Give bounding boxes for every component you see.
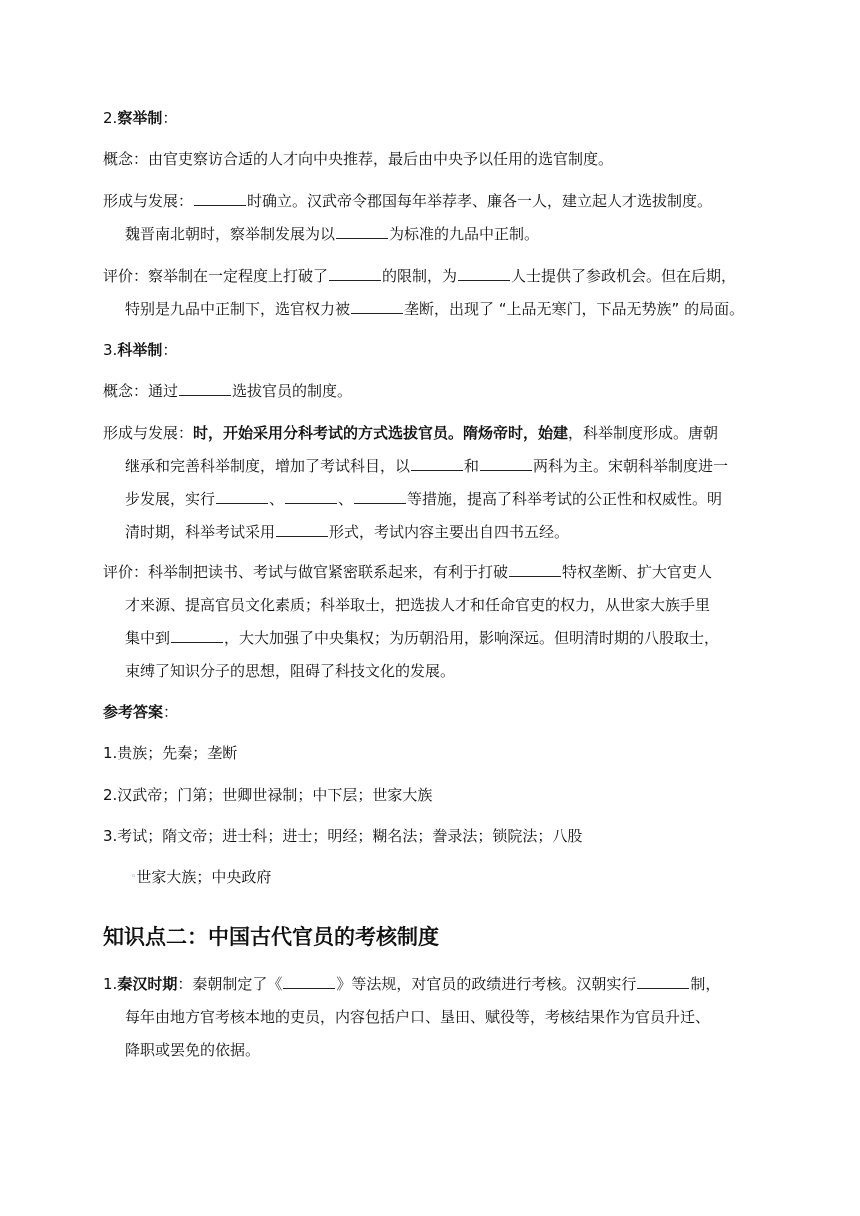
fill-blank	[411, 454, 463, 471]
fill-blank	[509, 560, 561, 577]
section-3-concept: 概念：通过 选拔官员的制度。	[103, 375, 768, 408]
fill-blank	[480, 454, 532, 471]
answers-title: 参考答案	[103, 703, 164, 721]
fill-blank	[216, 487, 268, 504]
section-3-evaluation: 评价：科举制把读书、考试与做官紧密联系起来，有利于打破 特权垄断、扩大官吏人 才来源、提高官员文化素质；科举取士，把选拔人才和任命官吏的权力，从世家大族手里 集中到 ，大大加强了中央集权；为历朝沿用，影响深远。但明清时期的八股取士， 束缚了知识分子的思想，阻碍了科技文化的发展。	[103, 556, 768, 688]
section-3-development: 形成与发展：时，开始采用分科考试的方式选拔官员。隋炀帝时，始建，科举制度形成。唐朝 继承和完善科举制度，增加了考试科目，以 和 两科为主。宋朝科举制度进一 步发展，实行 、 、 等措施，提高了科举考试的公正性和权威性。明 清时期，科举考试采用 形式，考试内容主要出自四书五经。	[103, 424, 729, 541]
kp2-item-1: 1.秦汉时期：秦朝制定了《 》等法规，对官员的政绩进行考核。汉朝实行 制， 每年由地方官考核本地的吏员，内容包括户口、垦田、赋役等，考核结果作为官员升迁、 降职或罢免的依据。	[103, 968, 768, 1067]
answer-3: 3.考试；隋文帝；进士科；进士；明经；糊名法；誊录法；锁院法；八股	[103, 827, 583, 845]
fill-blank	[336, 222, 388, 239]
section-2-evaluation: 评价：察举制在一定程度上打破了 的限制，为 人士提供了参政机会。但在后期， 特别是九品中正制下，选官权力被 垄断，出现了 “上品无寒门，下品无势族” 的局面。	[103, 260, 768, 326]
section-2-heading: 2.察举制：	[103, 109, 178, 127]
fill-blank	[179, 379, 231, 396]
fill-blank	[194, 189, 246, 206]
fill-blank	[171, 626, 223, 643]
section-2-title: 察举制	[117, 109, 163, 127]
fill-blank	[283, 972, 335, 989]
answer-3-continued: ◦世家大族；中央政府	[131, 868, 272, 886]
answers-heading: 参考答案：	[103, 703, 179, 721]
section-2-development: 形成与发展： 时确立。汉武帝令郡国每年举荐孝、廉各一人，建立起人才选拔制度。 魏晋南北朝时，察举制发展为以 为标准的九品中正制。	[103, 185, 768, 251]
fill-blank	[351, 297, 403, 314]
section-3-title: 科举制	[117, 341, 163, 359]
fill-blank	[458, 264, 510, 281]
fill-blank	[276, 520, 328, 537]
fill-blank	[329, 264, 381, 281]
section-3-heading: 3.科举制：	[103, 341, 178, 359]
section-2-concept: 概念：由官吏察访合适的人才向中央推荐，最后由中央予以任用的选官制度。	[103, 150, 614, 168]
answer-2: 2.汉武帝；门第；世卿世禄制；中下层；世家大族	[103, 786, 433, 804]
answer-1: 1.贵族；先秦；垄断	[103, 744, 238, 762]
bullet-dot-icon: ◦	[131, 872, 137, 882]
fill-blank	[285, 487, 337, 504]
knowledge-point-2-heading: 知识点二：中国古代官员的考核制度	[103, 925, 439, 949]
fill-blank	[354, 487, 406, 504]
fill-blank	[637, 972, 689, 989]
